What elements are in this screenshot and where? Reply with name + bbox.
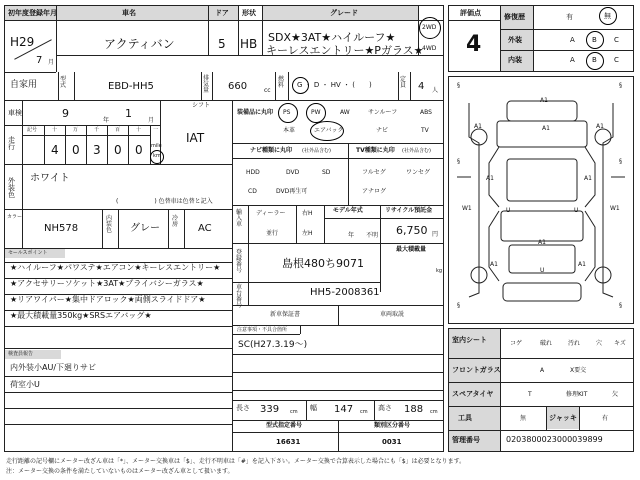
- mileage-digit-3: 3: [93, 143, 101, 157]
- model-value: EBD-HH5: [108, 81, 154, 92]
- equip-pw: PW: [311, 109, 321, 116]
- exterior-color-label: 外装色: [8, 177, 15, 199]
- length-unit: cm: [290, 409, 298, 415]
- glass-label: フロントガラス: [452, 366, 501, 374]
- footer-line-2: 注：メーター交換の条件を満たしていないものはメーター改ざん車として扱います。: [6, 468, 234, 475]
- interior-grade-label: 内装: [508, 56, 522, 64]
- tv-oneseg: ワンセグ: [406, 169, 431, 176]
- svg-text:§: §: [457, 158, 460, 165]
- shift-label: シフト: [192, 102, 211, 109]
- type-designation-value: 16631: [276, 438, 301, 446]
- fuel-label: 燃料: [278, 76, 285, 89]
- model-year-unit: 年: [348, 232, 355, 239]
- interior-b: B: [592, 56, 597, 64]
- registration-label: 登録番号: [236, 249, 243, 274]
- equip-ps: PS: [283, 109, 291, 116]
- doors-value: 5: [218, 37, 226, 51]
- width-label: 幅: [310, 404, 317, 412]
- model-label: 型式: [60, 76, 67, 89]
- height-unit: cm: [430, 409, 438, 415]
- car-diagram: [449, 77, 633, 323]
- navi-hdd: HDD: [246, 169, 260, 176]
- mileage-head-4: 百: [115, 127, 121, 133]
- svg-text:§: §: [457, 302, 460, 309]
- score-value: 4: [466, 32, 482, 57]
- model-year-unknown: 不明: [366, 232, 379, 239]
- import-right-h: 右H: [302, 210, 313, 217]
- grade-line1: SDX★3AT★ハイルーフ★: [268, 31, 396, 44]
- mileage-label: 走行: [8, 136, 15, 151]
- navi-cd: CD: [248, 188, 257, 195]
- mileage-digit-5: 0: [135, 143, 143, 157]
- tv-sub: (社外品含む): [402, 148, 431, 154]
- capacity-unit: 人: [432, 87, 439, 94]
- inspector-line-1: 内外装小AU/下廻りサビ: [10, 363, 97, 372]
- jack-label: ジャッキ: [549, 414, 577, 422]
- interior-c: C: [614, 56, 619, 64]
- recycle-value: 6,750: [396, 224, 428, 237]
- notes-line-1: SC(H27.3.19〜): [238, 340, 308, 350]
- tv-analog: アナログ: [362, 188, 387, 195]
- diagram-label-3: A1: [474, 123, 482, 130]
- ac-value: AC: [198, 223, 212, 234]
- sales-line-3: ★リアワイパー★集中ドアロック★両側スライドドア★: [10, 295, 206, 304]
- diagram-label-8: U: [506, 207, 511, 214]
- diagram-label-5: A1: [486, 175, 494, 182]
- grade-label: グレード: [330, 9, 358, 17]
- category-number-label: 類別区分番号: [374, 422, 411, 429]
- diagram-label-2: A1: [542, 125, 550, 132]
- exterior-c: C: [614, 36, 619, 44]
- score-label: 評価点: [460, 9, 481, 17]
- drive-2wd: 2WD: [422, 24, 437, 31]
- car-name-label: 車名: [122, 9, 136, 17]
- seat-scratch: キズ: [614, 340, 626, 347]
- mgmt-value: 0203800023000039899: [506, 435, 603, 444]
- mileage-unit-km: km: [153, 153, 161, 159]
- exterior-grade-label: 外装: [508, 36, 522, 44]
- displacement-unit: cc: [264, 87, 271, 94]
- drive-4wd: 4WD: [422, 45, 437, 52]
- mgmt-label: 管理番号: [452, 436, 480, 444]
- reg-era-year: H29: [10, 35, 35, 49]
- inspector-line-2: 荷室小U: [10, 380, 40, 389]
- diagram-label-1: A1: [540, 97, 548, 104]
- repair-yes: 有: [566, 13, 573, 21]
- mileage-head-3: 千: [94, 127, 100, 133]
- capacity-label: 定員: [400, 76, 407, 89]
- diagram-label-9: U: [574, 207, 579, 214]
- mileage-head-5: 十: [136, 127, 142, 133]
- use-value: 自家用: [10, 80, 38, 90]
- shape-value: HB: [240, 37, 258, 51]
- mileage-head-6: 一: [153, 127, 159, 133]
- height-label: 高さ: [378, 404, 392, 412]
- import-parallel: 並行: [266, 230, 279, 237]
- sales-line-1: ★ハイルーフ★パワステ★エアコン★キーレスエントリー★: [10, 263, 221, 272]
- mileage-unit-mile: mile: [151, 143, 162, 149]
- inspection-year-unit: 年: [103, 117, 110, 124]
- shift-value: IAT: [186, 131, 205, 145]
- spare-t: T: [528, 391, 532, 398]
- sales-line-2: ★アクセサリーソケット★3AT★プライバシーガラス★: [10, 279, 204, 288]
- diagram-label-10: W1: [462, 205, 472, 212]
- color-code-value: NH578: [44, 223, 79, 234]
- mileage-head-2: 万: [73, 127, 79, 133]
- equip-airbag: エアバック: [314, 127, 344, 134]
- category-number-value: 0031: [382, 438, 402, 446]
- navi-sd: SD: [322, 169, 331, 176]
- spare-label: スペアタイヤ: [452, 390, 494, 398]
- seat-hole: 穴: [596, 340, 603, 347]
- capacity-value: 4: [418, 81, 425, 92]
- tv-fullseg: フルセグ: [362, 169, 386, 176]
- inspection-month: 1: [125, 107, 132, 120]
- ac-label: 冷房: [172, 215, 179, 228]
- sales-points-label: セールスポイント: [8, 250, 48, 256]
- glass-replace: X要交: [570, 367, 587, 374]
- recycle-unit: 円: [432, 231, 439, 238]
- navi-dvd: DVD: [286, 169, 300, 176]
- svg-text:§: §: [619, 158, 622, 165]
- width-value: 147: [334, 404, 354, 415]
- footer-line-1: 走行距離の記号欄にメーター改ざん車は「*」、メーター交換車は「$」、走行不明車は「#」を記入下さい。メーター交換で合算表示した場合にも「$」は必要となります。: [6, 458, 466, 465]
- tools-label: 工具: [458, 414, 472, 422]
- import-left-h: 左H: [302, 230, 313, 237]
- inspector-notes-label: 検査員報告: [8, 351, 34, 357]
- chassis-value: HH5-2008361: [310, 287, 380, 298]
- svg-text:§: §: [619, 82, 622, 89]
- equip-leather: 本革: [283, 127, 296, 134]
- registration-value: 島根480ち9071: [282, 257, 364, 270]
- inspection-month-unit: 月: [148, 117, 155, 124]
- exterior-a: A: [570, 36, 575, 44]
- chassis-label: 車台番号: [236, 284, 243, 309]
- width-unit: cm: [360, 409, 368, 415]
- spare-kit: 修理KIT: [566, 391, 588, 398]
- exterior-color-value: ホワイト: [30, 173, 70, 184]
- fuel-options: G ・ D ・ HV ・ ( ): [297, 81, 372, 89]
- displacement-label: 排気量: [203, 75, 210, 94]
- notes-label: 注意事項・不具合箇所: [237, 327, 288, 333]
- inspection-year: 9: [62, 107, 69, 120]
- diagram-label-7: A1: [538, 239, 546, 246]
- interior-color-value: グレー: [130, 223, 160, 234]
- seat-burn: コゲ: [510, 340, 523, 347]
- glass-a: A: [540, 367, 545, 374]
- seat-tear: 破れ: [540, 340, 553, 347]
- equipment-label: 装備品に丸印: [237, 109, 274, 116]
- seat-stain: 汚れ: [568, 340, 581, 347]
- mileage-digit-4: 0: [114, 143, 122, 157]
- reg-year-label: 初年度登録年月: [8, 9, 57, 17]
- mileage-head-1: 十: [52, 127, 58, 133]
- repair-no: 無: [604, 12, 611, 20]
- grade-line2: キーレスエントリー★Pガラス★: [266, 44, 424, 57]
- max-load-unit: kg: [436, 268, 443, 274]
- navi-dvd-play: DVD再生可: [276, 188, 308, 195]
- diagram-label-12: A1: [490, 261, 498, 268]
- height-value: 188: [404, 404, 424, 415]
- navi-sub: (社外品含む): [302, 148, 331, 154]
- max-load-label: 最大積載量: [396, 246, 427, 253]
- import-label: 輸入車: [236, 209, 243, 228]
- color-code-label: カラー: [7, 214, 23, 220]
- vehicle-manual: 車両取説: [380, 311, 405, 318]
- model-year-label: モデル年式: [333, 207, 363, 214]
- length-label: 長さ: [236, 404, 250, 412]
- recycle-label: リサイクル預託金: [385, 207, 433, 214]
- tv-label: TV種類に丸印: [356, 147, 395, 154]
- equip-aw: AW: [340, 109, 350, 116]
- inspection-label: 車検: [8, 109, 22, 117]
- import-dealer: ディーラー: [256, 210, 286, 217]
- svg-text:§: §: [619, 302, 622, 309]
- length-value: 339: [260, 404, 280, 415]
- new-car-warranty: 新車保証書: [270, 311, 301, 318]
- displacement-value: 660: [228, 81, 248, 92]
- equip-navi: ナビ: [376, 127, 389, 134]
- reg-month: 7: [36, 55, 43, 66]
- exterior-color-note: ( ) 色替車は色替と記入: [116, 198, 213, 205]
- exterior-b: B: [592, 36, 597, 44]
- seat-label: 室内シート: [452, 336, 487, 344]
- shape-label: 形状: [242, 9, 256, 17]
- diagram-label-13: A1: [578, 261, 586, 268]
- mileage-head-0: 記号: [27, 127, 38, 133]
- navi-label: ナビ種類に丸印: [250, 147, 293, 154]
- car-name: アクティバン: [104, 37, 175, 51]
- spare-missing: 欠: [612, 391, 619, 398]
- diagram-label-14: U: [540, 267, 545, 274]
- doors-label: ドア: [215, 9, 229, 17]
- mileage-digit-1: 4: [51, 143, 59, 157]
- interior-color-label: 内装色: [106, 215, 113, 234]
- repair-label: 修復歴: [504, 13, 525, 21]
- equip-abs: ABS: [420, 109, 432, 116]
- tools-value: 無: [520, 415, 527, 422]
- jack-value: 有: [602, 415, 609, 422]
- equip-sunroof: サンルーフ: [368, 109, 398, 116]
- diagram-label-4: A1: [596, 123, 604, 130]
- type-designation-label: 型式指定番号: [266, 422, 303, 429]
- mileage-digit-2: 0: [72, 143, 80, 157]
- diagram-label-11: W1: [610, 205, 620, 212]
- sales-line-4: ★最大積載量350kg★SRSエアバッグ★: [10, 311, 152, 320]
- reg-month-unit: 月: [48, 59, 55, 66]
- equip-tv: TV: [421, 127, 429, 134]
- diagram-label-6: A1: [584, 175, 592, 182]
- interior-a: A: [570, 56, 575, 64]
- svg-text:§: §: [457, 82, 460, 89]
